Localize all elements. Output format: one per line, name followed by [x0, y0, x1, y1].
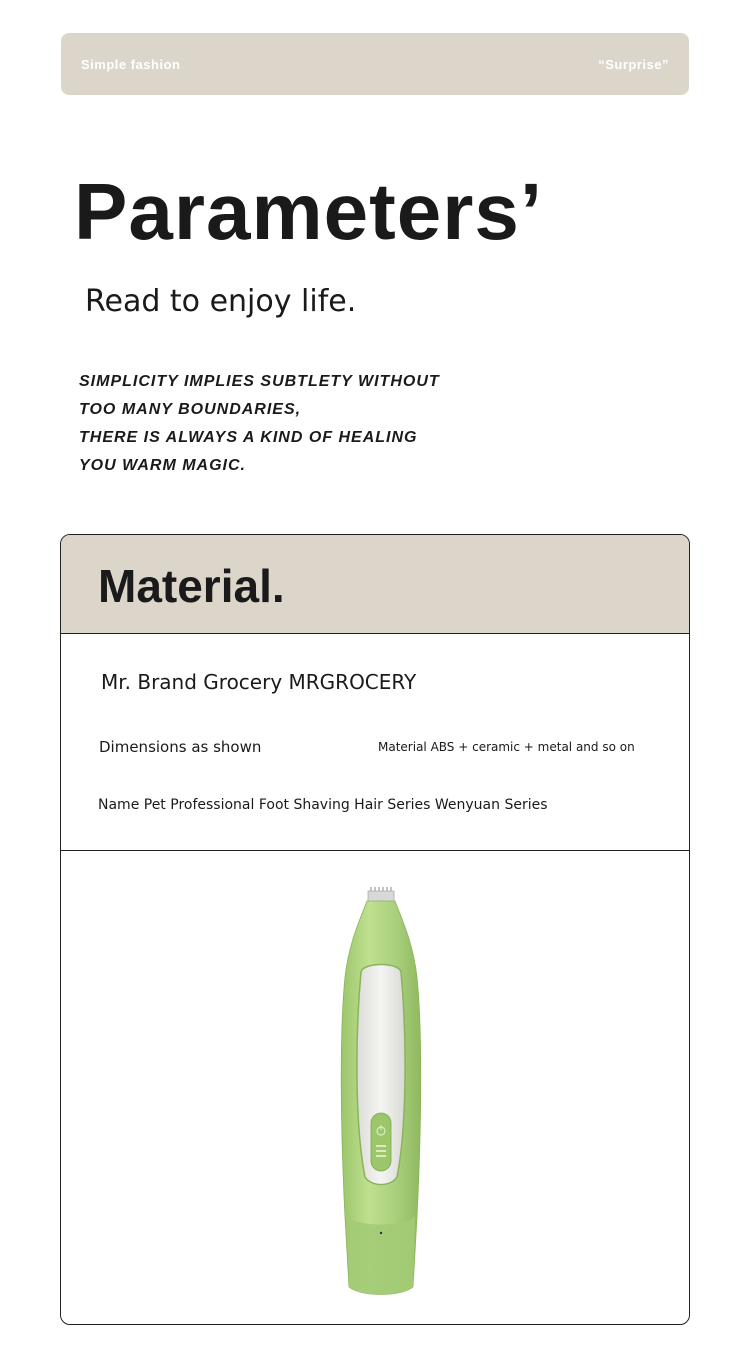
battery-indicator-icon	[376, 1145, 386, 1157]
product-name-line: Name Pet Professional Foot Shaving Hair Series Wenyuan Series	[98, 797, 548, 813]
material-card	[60, 534, 690, 1325]
brand-line: Mr. Brand Grocery MRGROCERY	[101, 670, 417, 694]
top-banner	[61, 33, 689, 95]
blade-icon	[368, 887, 394, 903]
product-image-section	[61, 851, 689, 1324]
banner-right-label: “Surprise”	[598, 57, 669, 72]
motto-line: TOO MANY BOUNDARIES,	[79, 401, 302, 418]
spec-section	[61, 634, 689, 851]
material-card-title: Material.	[98, 560, 285, 612]
banner-left-label: Simple fashion	[81, 57, 181, 72]
trimmer-base	[347, 1217, 415, 1295]
power-button	[371, 1113, 391, 1171]
motto-text	[79, 368, 440, 480]
page-title: Parameters’	[74, 167, 544, 256]
motto-line: SIMPLICITY IMPLIES SUBTLETY WITHOUT	[79, 373, 440, 390]
dimensions-line: Dimensions as shown	[99, 738, 262, 756]
material-card-header	[61, 535, 689, 634]
motto-line: YOU WARM MAGIC.	[79, 457, 246, 474]
motto-line: THERE IS ALWAYS A KIND OF HEALING	[79, 429, 418, 446]
page-subtitle: Read to enjoy life.	[85, 284, 357, 319]
pet-trimmer-image	[331, 887, 431, 1307]
material-line: Material ABS + ceramic + metal and so on	[378, 740, 635, 754]
